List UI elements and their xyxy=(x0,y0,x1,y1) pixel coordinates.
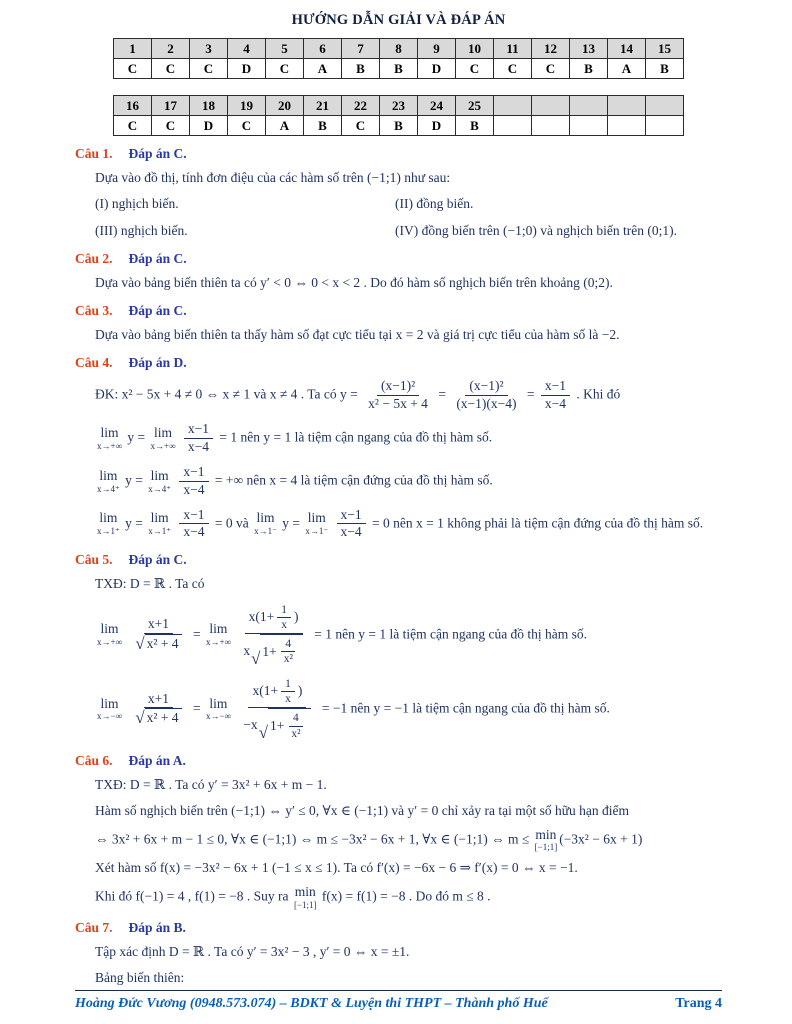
fraction xyxy=(130,691,186,728)
column-left: (I) nghịch biến. xyxy=(95,196,179,212)
limit-operator xyxy=(97,697,122,722)
radical-icon: √ xyxy=(135,708,145,728)
question-number-cell: 18 xyxy=(190,96,228,116)
answer-letter-cell: C xyxy=(342,116,380,136)
answer-letter-cell: C xyxy=(152,59,190,79)
solution-line: Dựa vào bảng biến thiên ta có y′ < 0 ⇔ 0 < x < 2 . Do đó hàm số nghịch biến trên khoảng (0;2). xyxy=(95,274,613,290)
answer-letter-cell: C xyxy=(456,59,494,79)
question-heading xyxy=(75,303,722,319)
question-heading xyxy=(75,251,722,267)
square-root xyxy=(135,634,181,653)
fraction xyxy=(179,507,208,542)
question-number-cell: 4 xyxy=(228,39,266,59)
answer-letter-cell: D xyxy=(418,116,456,136)
operator-subscript: x→1⁻ xyxy=(305,526,329,537)
page-title: HƯỚNG DẪN GIẢI VÀ ĐÁP ÁN xyxy=(291,12,506,28)
answer-letter-cell: C xyxy=(494,59,532,79)
operator-name: min xyxy=(294,883,316,899)
answer-letter-cell xyxy=(608,116,646,136)
solution-line: ⇔ 3x² + 6x + m − 1 ≤ 0, ∀x ∈ (−1;1) ⇔ m ≤ −3x² − 6x + 1, ∀x ∈ (−1;1) ⇔ m ≤ min [−1;1] (−3x² − 6x + 1) xyxy=(95,826,643,853)
answer-table-1 xyxy=(113,38,684,79)
question-block xyxy=(75,753,722,909)
radical-icon: √ xyxy=(135,634,145,654)
operator-name: lim xyxy=(209,621,228,637)
question-number-cell: 17 xyxy=(152,96,190,116)
question-number-cell: 21 xyxy=(304,96,342,116)
square-root xyxy=(135,708,181,727)
answer-letter-cell: A xyxy=(608,59,646,79)
question-answer: Đáp án C. xyxy=(128,250,187,266)
question-number-cell: 19 xyxy=(228,96,266,116)
operator-name: lim xyxy=(100,695,119,711)
operator-subscript: x→+∞ xyxy=(97,637,122,648)
solution-line: TXĐ: D = ℝ . Ta có y′ = 3x² + 6x + m − 1. xyxy=(95,777,327,793)
solution-line: TXĐ: D = ℝ . Ta có xyxy=(95,576,205,592)
footer-page-value: 4 xyxy=(715,996,722,1011)
fraction-denominator: x−4 xyxy=(187,438,209,454)
limit-operator xyxy=(294,885,317,910)
question-number-cell: 15 xyxy=(646,39,684,59)
fraction-numerator: x−1 xyxy=(184,421,213,439)
limit-operator xyxy=(254,511,277,536)
column-right: (IV) đồng biến trên (−1;0) và nghịch biến trên (0;1). xyxy=(395,222,678,238)
operator-name: lim xyxy=(150,467,169,483)
question-answer: Đáp án C. xyxy=(128,303,187,318)
question-number-cell: 12 xyxy=(532,39,570,59)
question-number-cell xyxy=(646,96,684,116)
question-block xyxy=(75,552,722,743)
operator-name: lim xyxy=(256,510,275,526)
answer-letter-cell: B xyxy=(380,59,418,79)
solution-line: Dựa vào bảng biến thiên ta thấy hàm số đạt cực tiểu tại x = 2 và giá trị cực tiểu của hàm số là −2. xyxy=(95,327,620,342)
question-body xyxy=(95,574,722,743)
footer-author: Hoàng Đức Vương (0948.573.074) – BDKT & Luyện thi THPT – Thành phố Huế xyxy=(75,996,548,1011)
question-number-cell: 20 xyxy=(266,96,304,116)
operator-subscript: [−1;1] xyxy=(534,842,558,853)
solution-line: lim x→+∞ y = lim x→+∞ $\frac{x-1}{x-4}$ = 1 nên y = 1 là tiệm cận ngang của đồ thị hàm số. xyxy=(97,421,493,454)
square-root xyxy=(259,708,311,742)
question-number-cell: 16 xyxy=(114,96,152,116)
fraction-denominator: x² − 5x + 4 xyxy=(368,396,428,412)
question-answer: Đáp án C. xyxy=(128,146,187,161)
fraction xyxy=(541,378,570,413)
answer-letter-cell: C xyxy=(152,116,190,136)
question-block xyxy=(75,920,722,989)
operator-subscript: x→−∞ xyxy=(97,711,122,722)
operator-subscript: x→1⁺ xyxy=(148,526,172,537)
radical-icon: √ xyxy=(258,723,268,743)
answer-letter-cell: A xyxy=(304,59,342,79)
operator-name: lim xyxy=(99,510,118,526)
answer-letter-cell: C xyxy=(190,59,228,79)
operator-name: lim xyxy=(100,424,119,440)
radical-icon: √ xyxy=(251,648,261,668)
fraction xyxy=(239,602,308,668)
question-number-cell: 24 xyxy=(418,96,456,116)
limit-operator xyxy=(206,622,231,647)
fraction-numerator: x−1 xyxy=(337,507,366,525)
question-number-cell: 23 xyxy=(380,96,418,116)
operator-name: lim xyxy=(209,695,228,711)
question-number-cell: 13 xyxy=(570,39,608,59)
fraction-numerator: x+1 xyxy=(144,616,173,634)
answer-letter-cell: D xyxy=(228,59,266,79)
operator-subscript: [−1;1] xyxy=(293,899,317,910)
fraction-numerator: 4 xyxy=(281,637,295,652)
answer-letter-cell: D xyxy=(418,59,456,79)
fraction xyxy=(277,603,291,633)
operator-subscript: x→1⁺ xyxy=(97,526,120,537)
column-left: (III) nghịch biến. xyxy=(95,222,188,238)
question-heading xyxy=(75,920,722,936)
question-label: Câu 3. xyxy=(75,303,113,318)
fraction xyxy=(184,421,213,456)
question-body xyxy=(95,168,722,241)
limit-operator xyxy=(148,469,171,494)
question-heading xyxy=(75,552,722,568)
question-body xyxy=(95,942,722,989)
fraction xyxy=(287,711,304,741)
question-block xyxy=(75,303,722,345)
question-number-cell xyxy=(494,96,532,116)
footer-page-number xyxy=(675,996,722,1012)
fraction-numerator: x−1 xyxy=(179,507,208,525)
fraction-denominator: x−4 xyxy=(544,396,567,412)
solution-line: lim x→4⁺ y = lim x→4⁺ $\frac{x-1}{x-4}$ = +∞ nên x = 4 là tiệm cận đứng của đồ thị hàm số. xyxy=(97,463,493,497)
limit-operator xyxy=(97,426,122,451)
limit-operator xyxy=(97,469,120,494)
operator-name: lim xyxy=(99,467,118,483)
question-label: Câu 6. xyxy=(75,753,113,769)
question-number-cell: 10 xyxy=(456,39,494,59)
operator-subscript: x→4⁺ xyxy=(148,483,172,494)
solution-line: Xét hàm số f(x) = −3x² − 6x + 1 (−1 ≤ x ≤ 1). Ta có f′(x) = −6x − 6 ⇒ f′(x) = 0 ⇔ x = −1. xyxy=(95,860,578,876)
fraction-denominator: x √ 1+ $\frac{4}{\text{x²}}$ xyxy=(239,634,308,668)
operator-name: lim xyxy=(307,510,326,526)
fraction-denominator xyxy=(130,634,186,653)
question-number-cell: 11 xyxy=(494,39,532,59)
solution-line: lim x→+∞ x+1 √ x² + 4 = lim x→+∞ x(1+ $\frac{1}{x}$ ) x √ 1+ $\frac{4}{\text{x²}}$ = 1 nên y = 1 là tiệm cận ngang của đồ thị hàm số. xyxy=(97,603,588,668)
limit-operator xyxy=(305,511,328,536)
question-body xyxy=(95,775,722,909)
answer-letter-cell: C xyxy=(114,116,152,136)
fraction-numerator: 4 xyxy=(289,711,303,726)
answer-letter-cell: C xyxy=(532,59,570,79)
limit-operator xyxy=(151,426,176,451)
question-answer: Đáp án C. xyxy=(128,552,187,568)
answer-letter-cell: D xyxy=(190,116,228,136)
fraction-numerator: 1 xyxy=(277,603,291,618)
fraction xyxy=(281,677,295,707)
answer-letter-cell xyxy=(570,116,608,136)
column-right: (II) đồng biến. xyxy=(395,196,474,212)
fraction-denominator: x−4 xyxy=(340,524,362,540)
fraction-numerator: (x−1)² xyxy=(465,378,507,396)
answer-letter-cell: A xyxy=(266,116,304,136)
limit-operator xyxy=(97,511,120,536)
answer-letter-cell: C xyxy=(266,59,304,79)
fraction-denominator: x xyxy=(281,618,288,631)
square-root xyxy=(251,634,303,668)
operator-subscript: x→−∞ xyxy=(205,711,231,722)
fraction xyxy=(280,637,297,667)
question-number-cell: 14 xyxy=(608,39,646,59)
question-number-cell: 8 xyxy=(380,39,418,59)
question-label: Câu 5. xyxy=(75,552,113,568)
operator-subscript: x→+∞ xyxy=(150,440,176,451)
question-number-cell: 9 xyxy=(418,39,456,59)
question-heading xyxy=(75,146,722,162)
question-label: Câu 1. xyxy=(75,146,113,161)
fraction-numerator: (x−1)² xyxy=(377,378,419,396)
question-number-cell: 5 xyxy=(266,39,304,59)
question-block xyxy=(75,355,722,542)
question-body xyxy=(95,273,722,293)
question-label: Câu 2. xyxy=(75,250,113,266)
solution-line: lim x→1⁺ y = lim x→1⁺ $\frac{x-1}{x-4}$ = 0 và lim x→1⁻ y = lim x→1⁻ $\frac{x-1}{x-4}$ = 0 nên x = 1 không phải là tiệm cận đứng của đồ thị hàm số. xyxy=(97,506,704,540)
fraction-denominator: (x−1)(x−4) xyxy=(456,396,517,412)
answer-letter-cell: C xyxy=(228,116,266,136)
answer-table-2 xyxy=(113,95,684,136)
two-column-line xyxy=(95,194,722,214)
radicand: x² + 4 xyxy=(145,708,182,727)
solution-line: ĐK: x² − 5x + 4 ≠ 0 ⇔ x ≠ 1 và x ≠ 4 . Ta có y = $\frac{\text{(x−1)²}}{\text{x² − 5x + 4}}$ = $\frac{\text{(x−1)²}}{(x-1)(x-4)}$ = $\frac{x-1}{x-4}$ . Khi đó xyxy=(95,378,621,412)
radicand: 1+ $\frac{4}{\text{x²}}$ xyxy=(268,708,311,742)
fraction-denominator xyxy=(130,708,186,727)
question-answer: Đáp án B. xyxy=(128,919,186,935)
fraction xyxy=(337,507,366,542)
fraction-denominator: x xyxy=(285,693,291,706)
limit-operator xyxy=(148,511,171,536)
footer-page-label: Trang xyxy=(675,996,712,1011)
fraction-numerator: x(1+ $\frac{1}{x}$ ) xyxy=(248,676,306,709)
limit-operator xyxy=(535,828,558,853)
fraction xyxy=(179,464,208,499)
solution-line: Bảng biến thiên: xyxy=(95,969,185,985)
question-label: Câu 4. xyxy=(75,355,113,371)
question-number-cell xyxy=(570,96,608,116)
operator-name: lim xyxy=(153,424,172,440)
fraction-denominator: x−4 xyxy=(183,524,205,540)
solution-line: Tập xác định D = ℝ . Ta có y′ = 3x² − 3 , y′ = 0 ⇔ x = ±1. xyxy=(95,943,410,959)
question-block xyxy=(75,251,722,293)
fraction-numerator: x(1+ $\frac{1}{x}$ ) xyxy=(245,602,303,635)
answer-letter-cell: B xyxy=(570,59,608,79)
fraction xyxy=(130,616,186,653)
operator-name: lim xyxy=(150,510,169,526)
answer-letter-cell: B xyxy=(380,116,418,136)
solution-line: Dựa vào đồ thị, tính đơn điệu của các hàm số trên (−1;1) như sau: xyxy=(95,170,451,185)
two-column-line xyxy=(95,221,722,241)
fraction-numerator: x−1 xyxy=(541,378,570,396)
answer-letter-cell xyxy=(494,116,532,136)
question-number-cell: 7 xyxy=(342,39,380,59)
question-heading xyxy=(75,753,722,769)
radicand: x² + 4 xyxy=(145,634,182,653)
question-number-cell: 6 xyxy=(304,39,342,59)
solution-line: Hàm số nghịch biến trên (−1;1) ⇔ y′ ≤ 0, ∀x ∈ (−1;1) và y′ = 0 chỉ xảy ra tại một số hữu hạn điểm xyxy=(95,803,630,819)
question-heading xyxy=(75,355,722,371)
question-number-cell xyxy=(532,96,570,116)
answer-letter-cell: C xyxy=(114,59,152,79)
question-body xyxy=(95,377,722,542)
question-label: Câu 7. xyxy=(75,919,113,935)
questions-container xyxy=(75,146,722,988)
fraction-denominator: −x √ 1+ $\frac{4}{\text{x²}}$ xyxy=(239,708,315,742)
question-body xyxy=(95,325,722,345)
operator-name: min xyxy=(535,826,557,842)
answer-letter-cell: B xyxy=(456,116,494,136)
fraction-numerator: x+1 xyxy=(144,691,173,709)
operator-subscript: x→+∞ xyxy=(205,637,231,648)
question-number-cell xyxy=(608,96,646,116)
question-answer: Đáp án D. xyxy=(128,355,187,371)
operator-subscript: x→+∞ xyxy=(97,440,122,451)
fraction-denominator: x² xyxy=(283,653,293,666)
fraction xyxy=(239,676,315,742)
question-number-cell: 1 xyxy=(114,39,152,59)
limit-operator xyxy=(97,622,122,647)
question-number-cell: 25 xyxy=(456,96,494,116)
fraction-numerator: x−1 xyxy=(179,464,208,482)
operator-subscript: x→1⁻ xyxy=(254,526,277,537)
fraction xyxy=(364,378,432,413)
solution-line: lim x→−∞ x+1 √ x² + 4 = lim x→−∞ x(1+ $\frac{1}{x}$ ) −x √ 1+ $\frac{4}{\text{x²}}$ = −1 nên y = −1 là tiệm cận ngang của đồ thị hàm số. xyxy=(97,677,610,743)
fraction xyxy=(452,378,520,413)
radicand: 1+ $\frac{4}{\text{x²}}$ xyxy=(260,634,303,668)
fraction-denominator: x−4 xyxy=(183,481,205,497)
answer-letter-cell xyxy=(532,116,570,136)
fraction-numerator: 1 xyxy=(281,677,295,692)
question-number-cell: 2 xyxy=(152,39,190,59)
question-answer: Đáp án A. xyxy=(128,753,186,769)
operator-name: lim xyxy=(100,621,119,637)
limit-operator xyxy=(206,697,231,722)
answer-letter-cell: B xyxy=(304,116,342,136)
question-number-cell: 3 xyxy=(190,39,228,59)
answer-letter-cell: B xyxy=(342,59,380,79)
solution-line: Khi đó f(−1) = 4 , f(1) = −8 . Suy ra min [−1;1] f(x) = f(1) = −8 . Do đó m ≤ 8 . xyxy=(95,883,491,910)
question-number-cell: 22 xyxy=(342,96,380,116)
question-block xyxy=(75,146,722,241)
answer-letter-cell: B xyxy=(646,59,684,79)
answer-letter-cell xyxy=(646,116,684,136)
fraction-denominator: x² xyxy=(291,727,301,740)
operator-subscript: x→4⁺ xyxy=(97,483,120,494)
page-footer xyxy=(75,990,722,1012)
